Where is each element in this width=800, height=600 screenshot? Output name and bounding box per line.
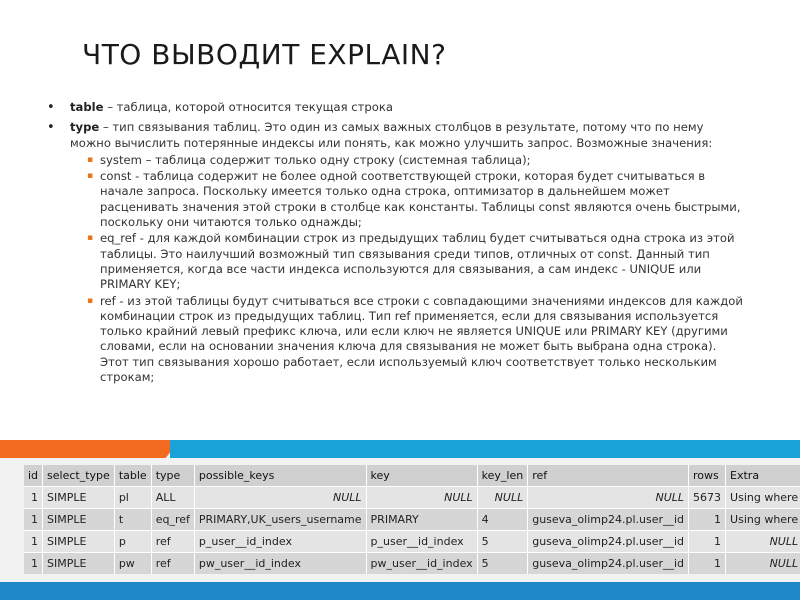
cell: 5: [477, 553, 528, 575]
col-possible-keys: possible_keys: [194, 465, 366, 487]
cell: 4: [477, 509, 528, 531]
cell: p: [114, 531, 151, 553]
cell: NULL: [194, 487, 366, 509]
explain-result-table: [24, 465, 800, 574]
accent-stripe-orange: [0, 440, 180, 458]
bullet-term: table: [70, 100, 104, 114]
cell: pl: [114, 487, 151, 509]
accent-stripe-bottom: [0, 582, 800, 600]
cell: SIMPLE: [43, 509, 115, 531]
cell: eq_ref: [151, 509, 194, 531]
table-row: [24, 553, 800, 575]
cell: SIMPLE: [43, 531, 115, 553]
col-select-type: select_type: [43, 465, 115, 487]
cell: SIMPLE: [43, 553, 115, 575]
cell: ref: [151, 553, 194, 575]
slide-content: [44, 100, 744, 390]
cell: 1: [689, 509, 726, 531]
sub-list: [70, 153, 744, 385]
col-extra: Extra: [726, 465, 800, 487]
table-header-row: [24, 465, 800, 487]
cell: t: [114, 509, 151, 531]
cell: p_user__id_index: [194, 531, 366, 553]
bullet-term: type: [70, 120, 100, 135]
col-key: key: [366, 465, 477, 487]
cell: NULL: [366, 487, 477, 509]
cell: pw: [114, 553, 151, 575]
bullet-text: – тип связывания таблиц. Это один из самых важных столбцов в результате, потому что по нему можно вычислить потерянные индексы или понять, как можно улучшить запрос. Возможные значения:: [70, 120, 713, 150]
cell: 1: [24, 553, 43, 575]
cell: p_user__id_index: [366, 531, 477, 553]
cell: NULL: [726, 531, 800, 553]
cell: 1: [689, 531, 726, 553]
bullet-table: [44, 100, 744, 115]
accent-stripe-blue: [170, 440, 800, 458]
table-row: [24, 509, 800, 531]
cell: NULL: [726, 553, 800, 575]
cell: 1: [24, 509, 43, 531]
cell: pw_user__id_index: [366, 553, 477, 575]
cell: Using where: [726, 487, 800, 509]
cell: 5673: [689, 487, 726, 509]
col-type: type: [151, 465, 194, 487]
col-table: table: [114, 465, 151, 487]
bullet-type: [44, 120, 744, 385]
cell: PRIMARY: [366, 509, 477, 531]
cell: 5: [477, 531, 528, 553]
table-row: [24, 487, 800, 509]
sub-item-system: ▪ system – таблица содержит только одну строку (системная таблица);: [82, 153, 744, 168]
table-row: [24, 531, 800, 553]
col-key-len: key_len: [477, 465, 528, 487]
cell: NULL: [528, 487, 689, 509]
cell: pw_user__id_index: [194, 553, 366, 575]
bullet-text: – таблица, которой относится текущая строка: [103, 100, 393, 114]
cell: guseva_olimp24.pl.user__id: [528, 531, 689, 553]
sub-item-ref: ▪ ref - из этой таблицы будут считываться все строки с совпадающими значениями индексов для каждой комбинации строк из предыдущих таблиц. Тип ref применяется, если для связывания используется только крайний левый префикс ключа, или если ключ не является UNIQUE или PRIMARY KEY (другими словами, если на основании значения ключа для связывания не может быть выбрана одна строка). Этот тип связывания хорошо работает, если используемый ключ соответствует только нескольким строкам;: [82, 294, 744, 386]
cell: PRIMARY,UK_users_username: [194, 509, 366, 531]
cell: 1: [24, 487, 43, 509]
cell: ALL: [151, 487, 194, 509]
cell: ref: [151, 531, 194, 553]
cell: SIMPLE: [43, 487, 115, 509]
sub-item-const: ▪ const - таблица содержит не более одной соответствующей строки, которая будет считываться в начале запроса. Поскольку имеется только одна строка, оптимизатор в дальнейшем может расценивать значения этой строки в столбце как константы. Таблицы const являются очень быстрыми, поскольку они читаются только однажды;: [82, 169, 744, 230]
cell: Using where: [726, 509, 800, 531]
cell: NULL: [477, 487, 528, 509]
cell: 1: [689, 553, 726, 575]
slide-title: ЧТО ВЫВОДИТ EXPLAIN?: [82, 38, 447, 71]
sub-item-eq-ref: ▪ eq_ref - для каждой комбинации строк из предыдущих таблиц будет считываться одна строка из этой таблицы. Это наилучший возможный тип связывания среди типов, отличных от const. Данный тип применяется, когда все части индекса используются для связывания, а сам индекс - UNIQUE или PRIMARY KEY;: [82, 231, 744, 292]
col-id: id: [24, 465, 43, 487]
cell: guseva_olimp24.pl.user__id: [528, 553, 689, 575]
cell: 1: [24, 531, 43, 553]
cell: guseva_olimp24.pl.user__id: [528, 509, 689, 531]
col-rows: rows: [689, 465, 726, 487]
col-ref: ref: [528, 465, 689, 487]
